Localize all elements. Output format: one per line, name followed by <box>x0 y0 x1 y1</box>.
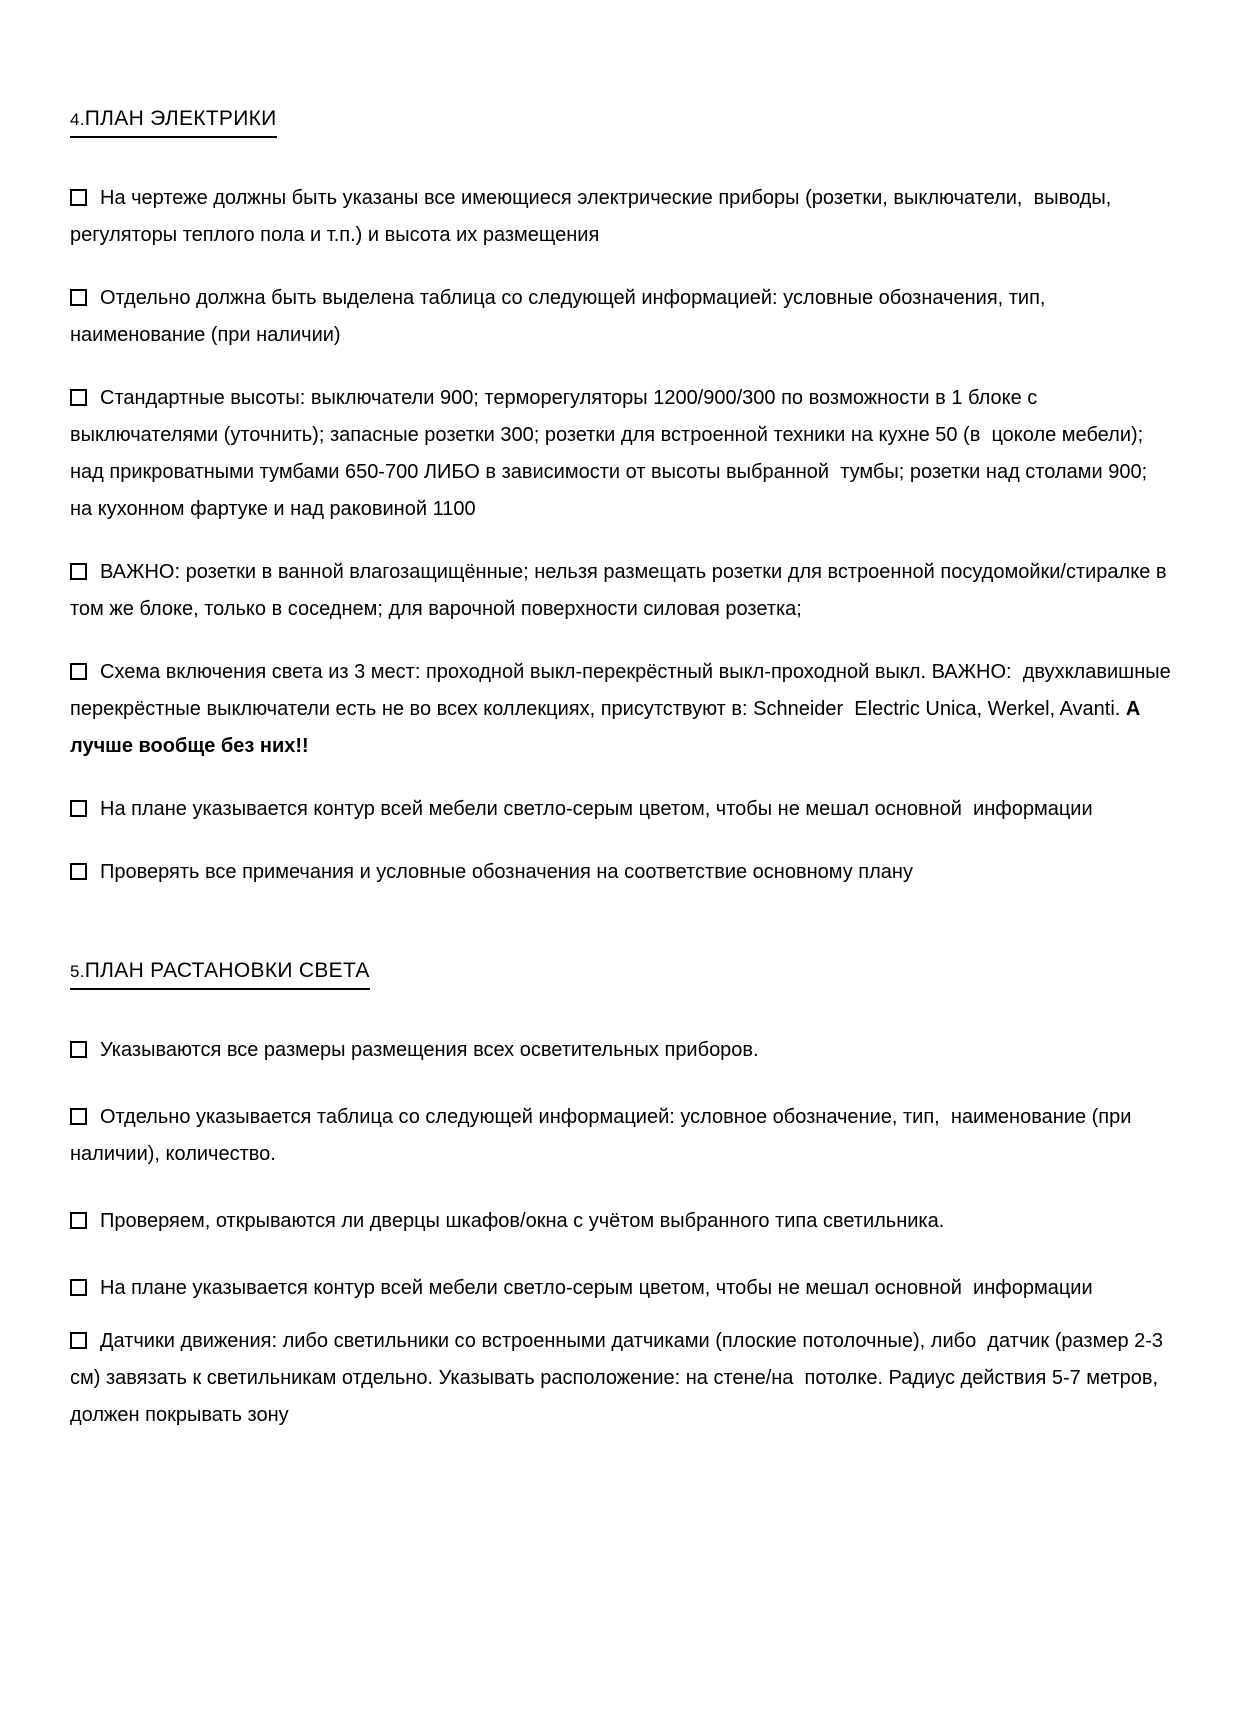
checkbox-icon[interactable] <box>70 1332 87 1349</box>
checklist-item <box>70 1203 1172 1240</box>
checkbox-icon[interactable] <box>70 863 87 880</box>
checklist-item <box>70 654 1177 765</box>
checkbox-icon[interactable] <box>70 1279 87 1296</box>
section-number: 5. <box>70 962 85 981</box>
section-electrical-heading <box>70 106 1170 138</box>
checklist-item <box>70 180 1172 254</box>
checklist-item-text: На чертеже должны быть указаны все имеющиеся электрические приборы (розетки, выключатели, выводы, регуляторы теплого пола и т.п.) и высота их размещения <box>70 187 1117 246</box>
checklist-item-text: Отдельно должна быть выделена таблица со следующей информацией: условные обозначения, тип, наименование (при наличии) <box>70 287 1057 346</box>
checklist-item <box>70 380 1172 528</box>
checklist-item-text: На плане указывается контур всей мебели светло-серым цветом, чтобы не мешал основной информации <box>100 798 1093 820</box>
checkbox-icon[interactable] <box>70 800 87 817</box>
checklist-item-text: На плане указывается контур всей мебели светло-серым цветом, чтобы не мешал основной информации <box>100 1277 1093 1299</box>
checklist-item-text: Схема включения света из 3 мест: проходной выкл-перекрёстный выкл-проходной выкл. ВАЖНО: двухклавишные перекрёстные выключатели есть не во всех коллекциях, присутствуют в: Schneider Electric Unica, Werkel, Avanti. <box>70 661 1177 720</box>
checklist-item <box>70 854 1172 891</box>
section-title: ПЛАН ЭЛЕКТРИКИ <box>84 107 277 130</box>
checkbox-icon[interactable] <box>70 663 87 680</box>
checkbox-icon[interactable] <box>70 1108 87 1125</box>
checklist-item-text-bold: А лучше вообще без них!! <box>70 698 1146 757</box>
section-light-plan <box>70 958 1170 1434</box>
checklist-item <box>70 554 1172 628</box>
checklist-item <box>70 1323 1172 1434</box>
checklist-item <box>70 1032 1172 1069</box>
checkbox-icon[interactable] <box>70 289 87 306</box>
checklist-item-text: Стандартные высоты: выключатели 900; терморегуляторы 1200/900/300 по возможности в 1 блоке с выключателями (уточнить); запасные розетки 300; розетки для встроенной техники на кухне 50 (в цоколе мебели); над прикроватными тумбами 650-700 ЛИБО в зависимости от высоты выбранной тумбы; розетки над столами 900; на кухонном фартуке и над раковиной 1100 <box>70 387 1153 520</box>
checklist-item-text: ВАЖНО: розетки в ванной влагозащищённые; нельзя размещать розетки для встроенной посудомойки/стиралке в том же блоке, только в соседнем; для варочной поверхности силовая розетка; <box>70 561 1173 620</box>
checkbox-icon[interactable] <box>70 1212 87 1229</box>
section-heading-underline <box>70 106 277 138</box>
checkbox-icon[interactable] <box>70 563 87 580</box>
checkbox-icon[interactable] <box>70 1041 87 1058</box>
section-heading-underline <box>70 958 370 990</box>
checklist-item-text: Датчики движения: либо светильники со встроенными датчиками (плоские потолочные), либо датчик (размер 2-3 см) завязать к светильникам отдельно. Указывать расположение: на стене/на потолке. Радиус действия 5-7 метров, должен покрывать зону <box>70 1330 1169 1426</box>
checklist-item-text: Проверяем, открываются ли дверцы шкафов/окна с учётом выбранного типа светильника. <box>100 1210 945 1232</box>
section-title: ПЛАН РАСТАНОВКИ СВЕТА <box>84 959 370 982</box>
section-electrical-plan <box>70 106 1177 891</box>
checklist-item <box>70 1099 1172 1173</box>
checklist-item <box>70 1270 1172 1307</box>
section-light-heading <box>70 958 1170 990</box>
checkbox-icon[interactable] <box>70 389 87 406</box>
checkbox-icon[interactable] <box>70 189 87 206</box>
checklist-item-text: Отдельно указывается таблица со следующей информацией: условное обозначение, тип, наименование (при наличии), количество. <box>70 1106 1137 1165</box>
section-number: 4. <box>70 110 85 129</box>
checklist-item <box>70 280 1172 354</box>
checklist-item-text: Указываются все размеры размещения всех осветительных приборов. <box>100 1039 759 1061</box>
checklist-item <box>70 791 1172 828</box>
checklist-item-text: Проверять все примечания и условные обозначения на соответствие основному плану <box>100 861 913 883</box>
